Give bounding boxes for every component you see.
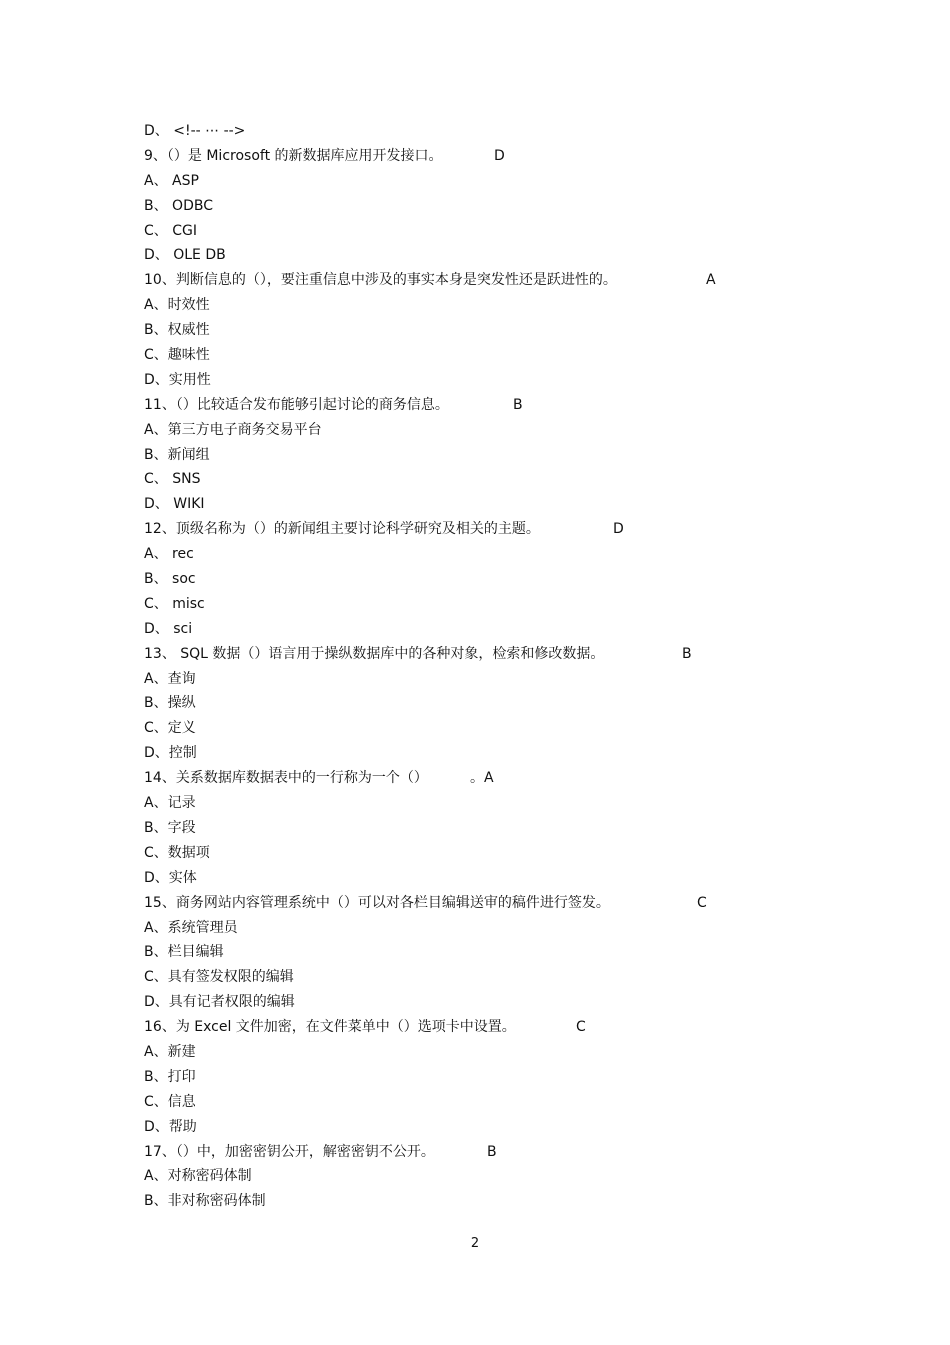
option-line bbox=[144, 219, 824, 244]
line-text: C、定义 bbox=[144, 720, 196, 737]
question-line bbox=[144, 891, 824, 916]
line-text: 11、（）比较适合发布能够引起讨论的商务信息。 bbox=[144, 396, 449, 413]
option-line bbox=[144, 169, 824, 194]
option-line bbox=[144, 243, 824, 268]
option-line bbox=[144, 467, 824, 492]
line-text: A、系统管理员 bbox=[144, 919, 238, 936]
line-text: C、信息 bbox=[144, 1093, 196, 1110]
line-text: 12、顶级名称为（）的新闻组主要讨论科学研究及相关的主题。 bbox=[144, 521, 540, 538]
line-text: D、实体 bbox=[144, 869, 197, 886]
line-text: B、字段 bbox=[144, 819, 196, 836]
option-line bbox=[144, 691, 824, 716]
line-text: 15、商务网站内容管理系统中（）可以对各栏目编辑送审的稿件进行签发。 bbox=[144, 894, 610, 911]
option-line bbox=[144, 592, 824, 617]
line-text: B、操纵 bbox=[144, 695, 196, 712]
question-line bbox=[144, 268, 824, 293]
answer-key: C bbox=[697, 894, 707, 911]
line-text: C、具有签发权限的编辑 bbox=[144, 969, 294, 986]
option-line bbox=[144, 741, 824, 766]
question-line bbox=[144, 1140, 824, 1165]
option-line bbox=[144, 940, 824, 965]
line-text: A、查询 bbox=[144, 670, 196, 687]
line-text: D、具有记者权限的编辑 bbox=[144, 994, 295, 1011]
line-text: B、 soc bbox=[144, 571, 196, 588]
answer-key: C bbox=[576, 1019, 586, 1036]
option-line bbox=[144, 293, 824, 318]
answer-key: D bbox=[613, 521, 624, 538]
option-line bbox=[144, 1040, 824, 1065]
line-text: D、帮助 bbox=[144, 1118, 197, 1135]
line-text: D、 OLE DB bbox=[144, 247, 226, 264]
question-line bbox=[144, 144, 824, 169]
line-text: D、实用性 bbox=[144, 371, 211, 388]
line-text: 9、（）是 Microsoft 的新数据库应用开发接口。 bbox=[144, 147, 443, 164]
option-line bbox=[144, 567, 824, 592]
option-line bbox=[144, 368, 824, 393]
option-line bbox=[144, 194, 824, 219]
option-line bbox=[144, 667, 824, 692]
line-text: 14、关系数据库数据表中的一行称为一个（） bbox=[144, 770, 428, 787]
question-line bbox=[144, 517, 824, 542]
question-line bbox=[144, 393, 824, 418]
option-line bbox=[144, 841, 824, 866]
document-body bbox=[144, 119, 824, 1214]
line-text: A、 rec bbox=[144, 546, 194, 563]
answer-key: B bbox=[682, 645, 692, 662]
question-line bbox=[144, 766, 824, 791]
option-line bbox=[144, 492, 824, 517]
option-line bbox=[144, 1115, 824, 1140]
option-line bbox=[144, 1090, 824, 1115]
line-text: 17、（）中，加密密钥公开，解密密钥不公开。 bbox=[144, 1143, 435, 1160]
line-text: C、趣味性 bbox=[144, 347, 210, 364]
option-line bbox=[144, 542, 824, 567]
line-text: 16、为 Excel 文件加密，在文件菜单中（）选项卡中设置。 bbox=[144, 1019, 516, 1036]
line-text: B、 ODBC bbox=[144, 197, 213, 214]
question-line bbox=[144, 1015, 824, 1040]
line-text: B、打印 bbox=[144, 1068, 196, 1085]
line-text: A、新建 bbox=[144, 1043, 196, 1060]
option-line bbox=[144, 791, 824, 816]
line-text: 10、判断信息的（），要注重信息中涉及的事实本身是突发性还是跃进性的。 bbox=[144, 272, 617, 289]
option-line bbox=[144, 443, 824, 468]
option-line bbox=[144, 1164, 824, 1189]
option-line bbox=[144, 716, 824, 741]
page-number: 2 bbox=[470, 1236, 480, 1251]
option-line bbox=[144, 318, 824, 343]
line-text: B、新闻组 bbox=[144, 446, 210, 463]
line-text: A、对称密码体制 bbox=[144, 1168, 252, 1185]
option-line bbox=[144, 617, 824, 642]
line-text: C、 SNS bbox=[144, 471, 201, 488]
line-text: D、控制 bbox=[144, 745, 197, 762]
line-text: 13、 SQL 数据（）语言用于操纵数据库中的各种对象，检索和修改数据。 bbox=[144, 645, 605, 662]
option-line bbox=[144, 1065, 824, 1090]
answer-key: B bbox=[513, 396, 523, 413]
line-text: A、第三方电子商务交易平台 bbox=[144, 421, 322, 438]
option-line bbox=[144, 965, 824, 990]
option-line bbox=[144, 119, 824, 144]
answer-key: 。A bbox=[470, 770, 494, 787]
question-line bbox=[144, 642, 824, 667]
line-text: C、 CGI bbox=[144, 222, 197, 239]
answer-key: B bbox=[487, 1143, 497, 1160]
option-line bbox=[144, 816, 824, 841]
answer-key: D bbox=[494, 147, 505, 164]
answer-key: A bbox=[706, 272, 716, 289]
line-text: C、 misc bbox=[144, 595, 205, 612]
line-text: A、时效性 bbox=[144, 297, 210, 314]
line-text: B、非对称密码体制 bbox=[144, 1193, 266, 1210]
line-text: A、记录 bbox=[144, 795, 196, 812]
option-line bbox=[144, 343, 824, 368]
line-text: D、 WIKI bbox=[144, 496, 205, 513]
option-line bbox=[144, 990, 824, 1015]
line-text: C、数据项 bbox=[144, 844, 210, 861]
line-text: D、 <!-- ⋯ --> bbox=[144, 123, 246, 139]
option-line bbox=[144, 916, 824, 941]
option-line bbox=[144, 1189, 824, 1214]
line-text: B、权威性 bbox=[144, 322, 210, 339]
line-text: A、 ASP bbox=[144, 172, 199, 189]
option-line bbox=[144, 866, 824, 891]
line-text: B、栏目编辑 bbox=[144, 944, 224, 961]
line-text: D、 sci bbox=[144, 620, 193, 637]
option-line bbox=[144, 418, 824, 443]
